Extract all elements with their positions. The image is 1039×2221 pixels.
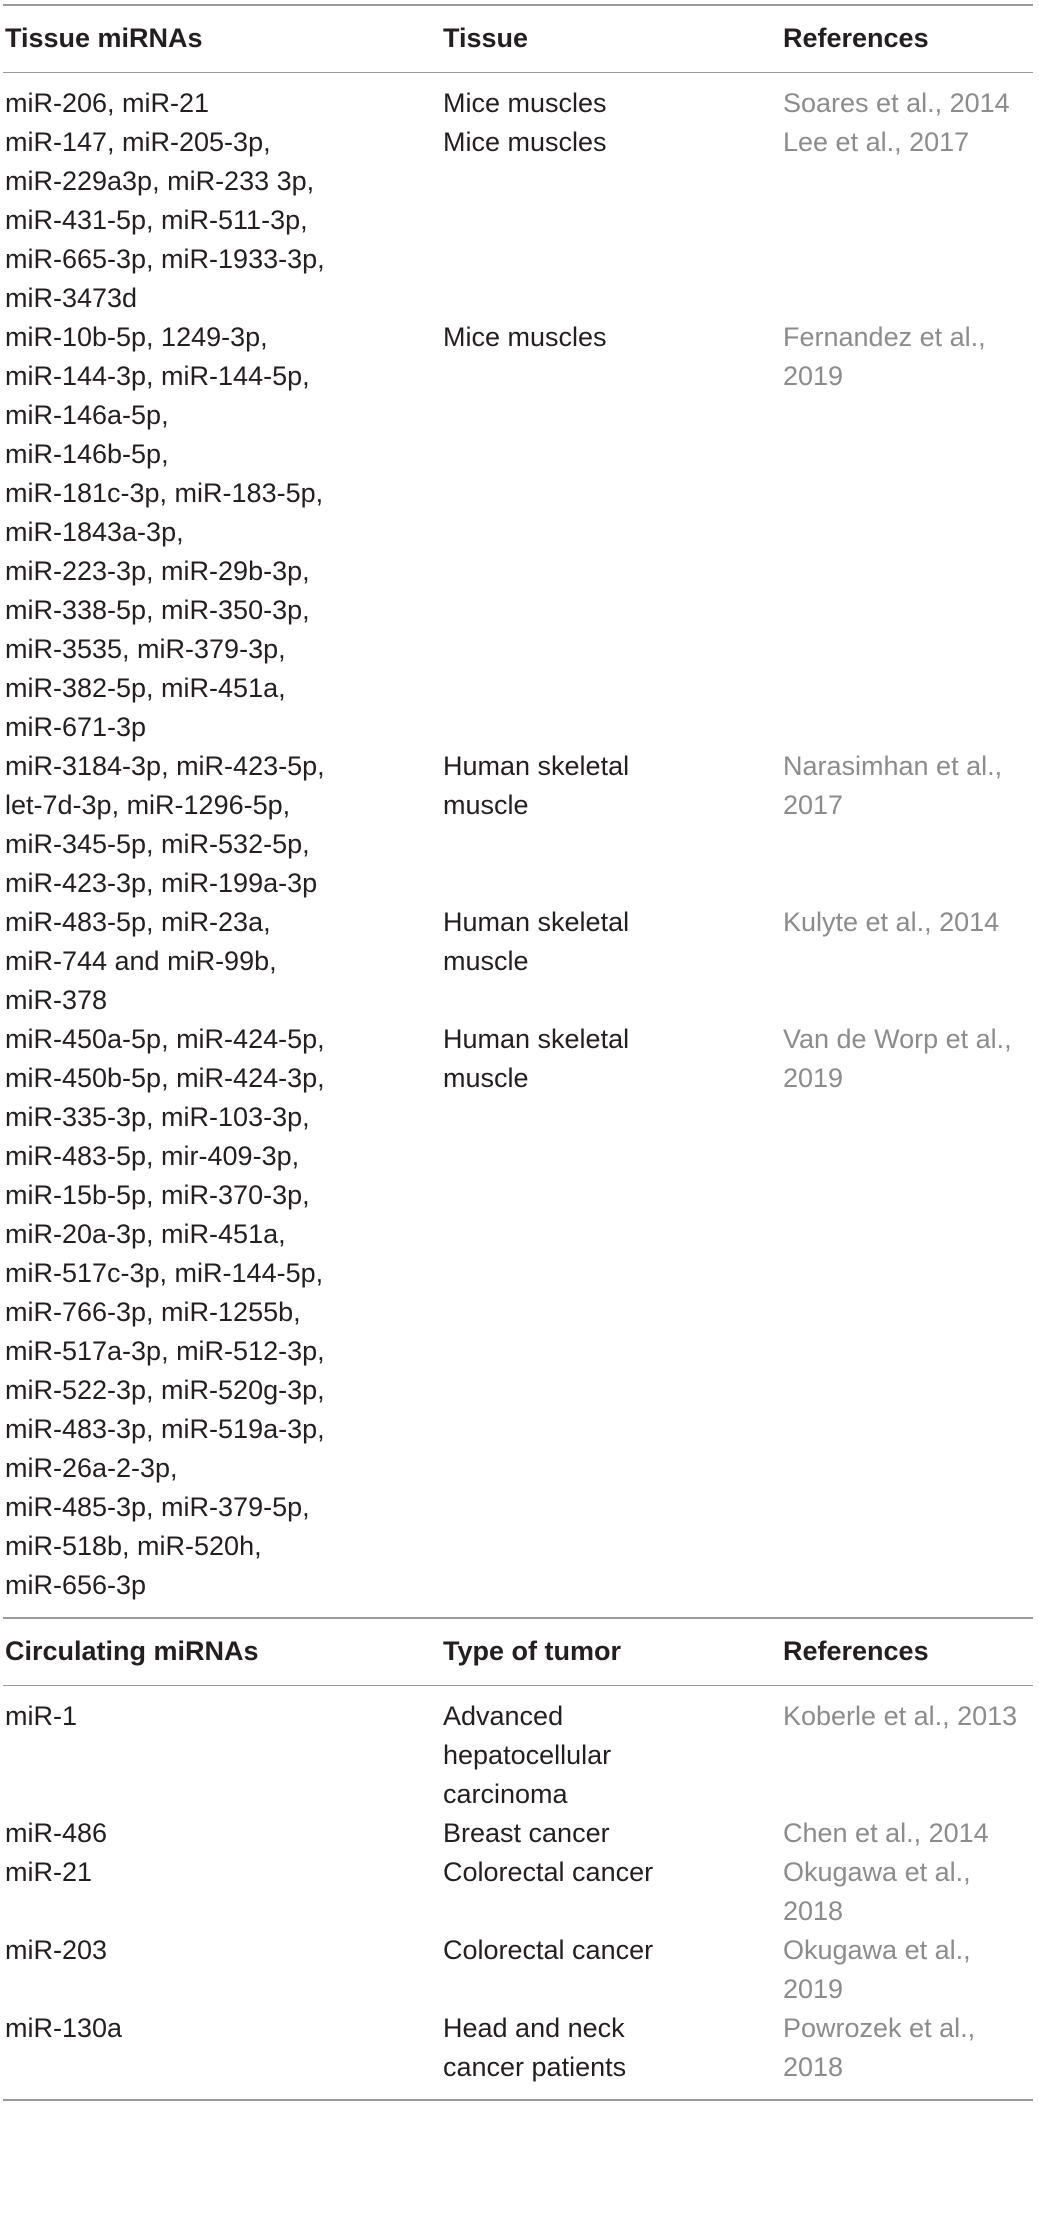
mirna-cell-line: miR-15b-5p, miR-370-3p, [5,1180,310,1211]
mirna-cell [3,318,443,747]
reference-cell [783,1697,1033,1814]
mirna-cell [3,123,443,318]
reference-cell-line: 2019 [783,1063,844,1094]
mirna-cell-line: miR-483-3p, miR-519a-3p, [5,1414,325,1445]
reference-cell [783,747,1033,903]
mirna-cell [3,903,443,1020]
mirna-cell-line: miR-1843a-3p, [5,517,184,548]
tissue-cell-line: Colorectal cancer [443,1935,654,1966]
mirna-cell-line: miR-26a-2-3p, [5,1453,178,1484]
mirna-cell-line: miR-130a [5,2013,123,2044]
tissue-cell-line: Head and neck [443,2013,625,2044]
table-row [3,903,1033,1020]
header-references-2: References [783,1636,929,1667]
mirna-cell [3,84,443,123]
mirna-cell-line: miR-766-3p, miR-1255b, [5,1297,301,1328]
table-row [3,2009,1033,2087]
section1-body [3,84,1033,1605]
tissue-cell [443,1814,783,1853]
tissue-cell-line: Human skeletal [443,751,630,782]
mirna-cell [3,2009,443,2087]
mirna-cell-line: miR-517a-3p, miR-512-3p, [5,1336,325,1367]
tissue-cell [443,318,783,747]
table-row [3,1931,1033,2009]
reference-cell [783,1814,1033,1853]
reference-cell [783,903,1033,1020]
mirna-cell-line: miR-3473d [5,283,138,314]
section2-body [3,1697,1033,2087]
table-row [3,123,1033,318]
reference-cell [783,1931,1033,2009]
tissue-cell [443,2009,783,2087]
reference-cell-line: Koberle et al., 2013 [783,1701,1018,1732]
header-tissue-mirnas: Tissue miRNAs [5,23,203,54]
table-row [3,1814,1033,1853]
mirna-cell [3,747,443,903]
reference-cell-line: Okugawa et al., [783,1857,971,1888]
tissue-cell-line: hepatocellular [443,1740,612,1771]
reference-cell-line: 2018 [783,2052,844,2083]
mirna-cell-line: miR-146a-5p, [5,400,169,431]
reference-cell [783,84,1033,123]
mirna-cell [3,1853,443,1931]
mirna-cell-line: miR-744 and miR-99b, [5,946,277,977]
header-tissue: Tissue [443,23,529,54]
table-bottom-rule [3,2099,1033,2101]
mirna-cell-line: miR-517c-3p, miR-144-5p, [5,1258,324,1289]
tissue-cell [443,1931,783,2009]
mirna-cell-line: miR-20a-3p, miR-451a, [5,1219,286,1250]
mirna-cell-line: miR-382-5p, miR-451a, [5,673,286,704]
mirna-cell [3,1697,443,1814]
mirna-cell-line: miR-423-3p, miR-199a-3p [5,868,318,899]
reference-cell [783,123,1033,318]
reference-cell-line: 2018 [783,1896,844,1927]
tissue-cell [443,84,783,123]
mirna-cell-line: miR-483-5p, miR-23a, [5,907,271,938]
table-row [3,1697,1033,1814]
mirna-cell-line: miR-146b-5p, [5,439,169,470]
reference-cell-line: Powrozek et al., [783,2013,976,2044]
mirna-cell-line: miR-229a3p, miR-233 3p, [5,166,315,197]
mirna-cell-line: miR-671-3p [5,712,147,743]
tissue-cell-line: muscle [443,790,529,821]
mirna-cell-line: miR-665-3p, miR-1933-3p, [5,244,325,275]
tissue-cell [443,903,783,1020]
header-circulating-mirnas: Circulating miRNAs [5,1636,259,1667]
table-row [3,318,1033,747]
tissue-cell-line: Breast cancer [443,1818,610,1849]
header-type-of-tumor: Type of tumor [443,1636,621,1667]
reference-cell-line: Chen et al., 2014 [783,1818,989,1849]
reference-cell-line: Lee et al., 2017 [783,127,970,158]
reference-cell-line: 2019 [783,1974,844,2005]
mirna-cell-line: miR-656-3p [5,1570,147,1601]
mirna-cell-line: miR-522-3p, miR-520g-3p, [5,1375,325,1406]
header-references: References [783,23,929,54]
mirna-cell-line: miR-3535, miR-379-3p, [5,634,286,665]
mirna-cell-line: miR-206, miR-21 [5,88,210,119]
reference-cell [783,1020,1033,1605]
mirna-cell-line: miR-21 [5,1857,93,1888]
mirna-cell-line: miR-485-3p, miR-379-5p, [5,1492,310,1523]
mirna-cell-line: miR-338-5p, miR-350-3p, [5,595,310,626]
mirna-cell-line: miR-450b-5p, miR-424-3p, [5,1063,325,1094]
section1-header-row [3,6,1033,72]
tissue-cell-line: Human skeletal [443,907,630,938]
tissue-cell-line: muscle [443,1063,529,1094]
table-row [3,1853,1033,1931]
mirna-cell-line: miR-483-5p, mir-409-3p, [5,1141,300,1172]
mirna-cell-line: miR-518b, miR-520h, [5,1531,262,1562]
mirna-cell-line: miR-147, miR-205-3p, [5,127,271,158]
mirna-cell-line: miR-1 [5,1701,77,1732]
reference-cell [783,1853,1033,1931]
mirna-cell-line: miR-378 [5,985,108,1016]
mirna-table [3,0,1033,2101]
mirna-cell [3,1020,443,1605]
mirna-cell-line: miR-203 [5,1935,108,1966]
mirna-cell-line: miR-486 [5,1818,108,1849]
mirna-cell [3,1814,443,1853]
mirna-cell-line: miR-144-3p, miR-144-5p, [5,361,310,392]
tissue-cell-line: Mice muscles [443,88,607,119]
mirna-cell [3,1931,443,2009]
tissue-cell [443,123,783,318]
mirna-cell-line: miR-431-5p, miR-511-3p, [5,205,308,236]
tissue-cell [443,1697,783,1814]
tissue-cell [443,1020,783,1605]
reference-cell-line: Fernandez et al., [783,322,986,353]
reference-cell-line: 2017 [783,790,844,821]
mirna-cell-line: miR-181c-3p, miR-183-5p, [5,478,324,509]
mirna-cell-line: miR-223-3p, miR-29b-3p, [5,556,310,587]
mirna-cell-line: miR-3184-3p, miR-423-5p, [5,751,325,782]
mirna-cell-line: miR-10b-5p, 1249-3p, [5,322,268,353]
reference-cell-line: Okugawa et al., [783,1935,971,1966]
tissue-cell-line: Human skeletal [443,1024,630,1055]
mirna-cell-line: let-7d-3p, miR-1296-5p, [5,790,291,821]
table-row [3,84,1033,123]
tissue-cell-line: carcinoma [443,1779,568,1810]
reference-cell [783,2009,1033,2087]
reference-cell-line: Narasimhan et al., [783,751,1003,782]
tissue-cell-line: Advanced [443,1701,564,1732]
tissue-cell-line: Mice muscles [443,127,607,158]
reference-cell-line: 2019 [783,361,844,392]
tissue-cell-line: cancer patients [443,2052,627,2083]
tissue-cell-line: Colorectal cancer [443,1857,654,1888]
reference-cell-line: Kulyte et al., 2014 [783,907,1000,938]
tissue-cell-line: muscle [443,946,529,977]
table-row [3,747,1033,903]
reference-cell-line: Soares et al., 2014 [783,88,1010,119]
section2-header-row [3,1619,1033,1685]
reference-cell [783,318,1033,747]
tissue-cell-line: Mice muscles [443,322,607,353]
mirna-cell-line: miR-335-3p, miR-103-3p, [5,1102,310,1133]
mirna-cell-line: miR-450a-5p, miR-424-5p, [5,1024,325,1055]
tissue-cell [443,747,783,903]
reference-cell-line: Van de Worp et al., [783,1024,1012,1055]
tissue-cell [443,1853,783,1931]
table-row [3,1020,1033,1605]
mirna-cell-line: miR-345-5p, miR-532-5p, [5,829,310,860]
